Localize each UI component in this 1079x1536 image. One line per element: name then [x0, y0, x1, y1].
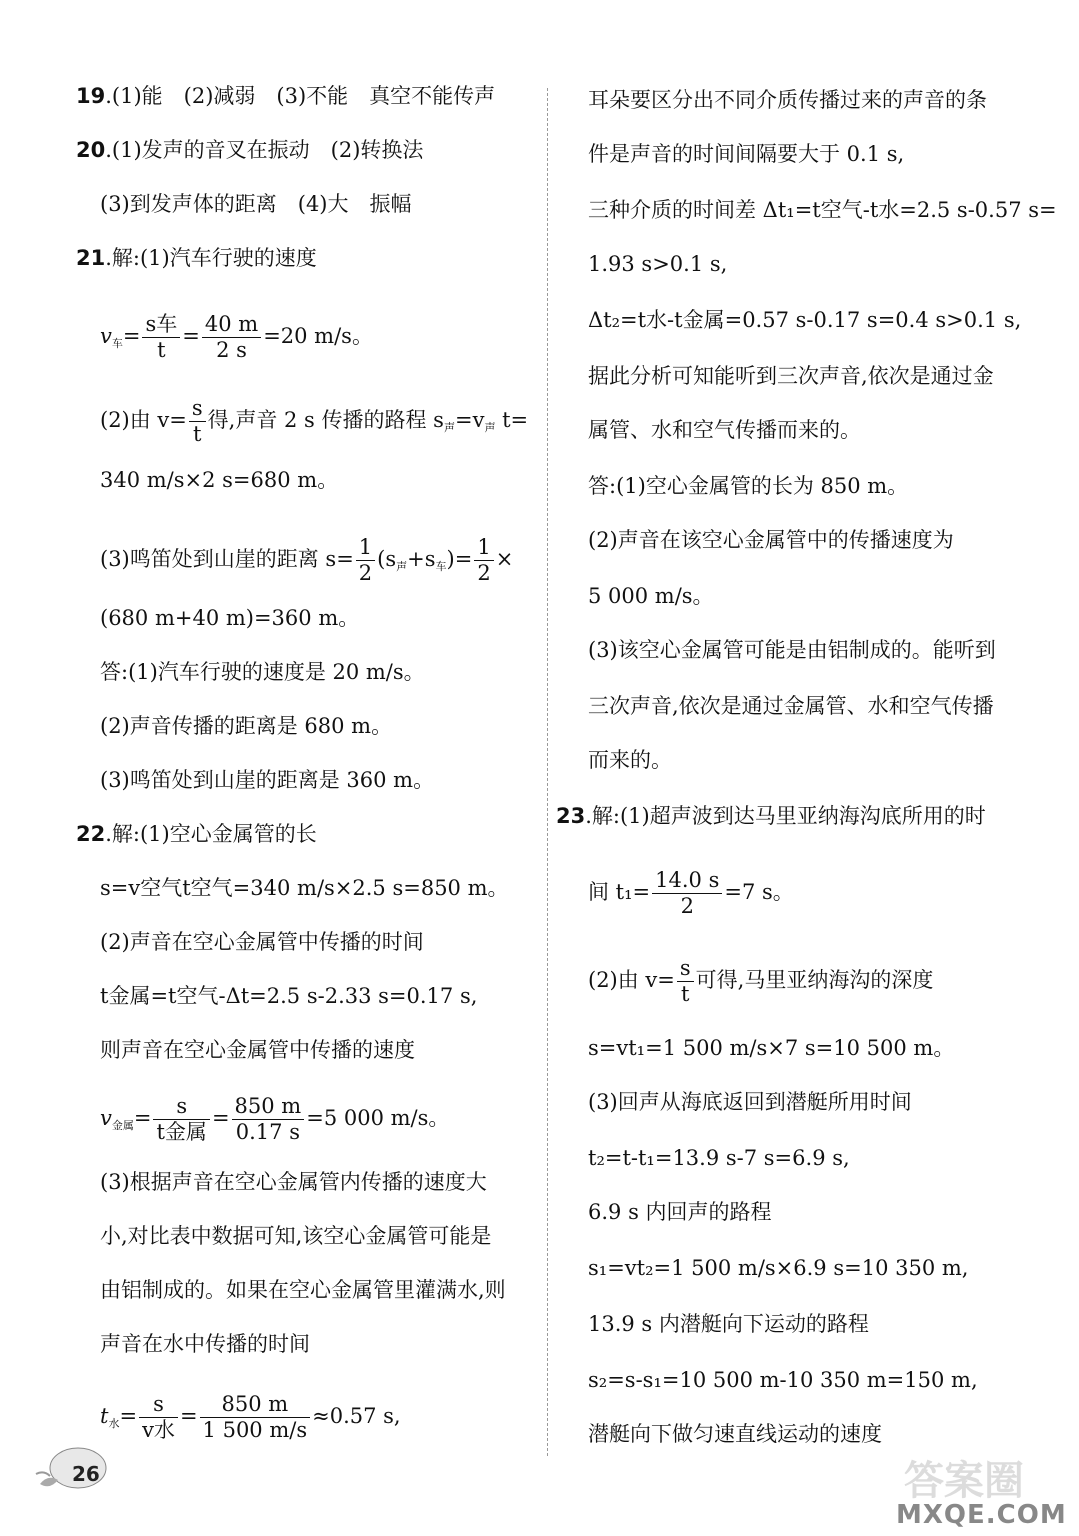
- q22-fraction-2-num: 850 m: [232, 1094, 305, 1120]
- q21-fraction-1-num: s车: [142, 312, 180, 338]
- q21-l5-b: (s: [377, 547, 397, 572]
- q21-fraction-1-den: t: [157, 338, 166, 363]
- q22-water-time-result: ≈0.57 s,: [312, 1404, 401, 1429]
- q21-fraction-4-den: 2: [358, 561, 373, 586]
- q19-number: 19: [76, 84, 106, 108]
- q23-line-11: 潜艇向下做匀速直线运动的速度: [588, 1422, 882, 1446]
- q21-speed-result: =20 m/s。: [263, 324, 373, 349]
- q23-line-7: 6.9 s 内回声的路程: [588, 1200, 772, 1224]
- q21-fraction-2-den: 2 s: [216, 338, 247, 363]
- q22-line-1: [76, 820, 317, 848]
- q21-l5-e: ×: [495, 547, 514, 572]
- q22-water-time-formula: $t_水=$ $\frac{s}{\text{v水}}$ = $\frac{850 m}{1 500 m/s}$ ≈0.57 s,: [100, 1392, 401, 1443]
- q22-line-9: 由铝制成的。如果在空心金属管里灌满水,则: [100, 1278, 506, 1302]
- q21-l5-sub2: 车: [435, 560, 447, 574]
- r-line-10: 5 000 m/s。: [588, 584, 714, 608]
- q21-fraction-4: [356, 535, 375, 586]
- q21-l3-c: =v: [454, 408, 485, 433]
- q22-number: 22: [76, 822, 106, 846]
- q21-fraction-3: [189, 396, 206, 447]
- q22-speed-result: =5 000 m/s。: [306, 1106, 450, 1131]
- r-line-4: 1.93 s>0.1 s,: [588, 252, 728, 276]
- q21-l3-sub2: 声: [484, 421, 496, 435]
- q23-fraction-1: [652, 868, 722, 919]
- q21-fraction-1: [142, 312, 180, 363]
- page-number: 26: [72, 1462, 100, 1486]
- q21-text-1: .解:(1)汽车行驶的速度: [105, 246, 317, 270]
- q23-fraction-2: [677, 956, 694, 1007]
- q21-formula-cliff: [100, 535, 513, 586]
- q22-fraction-4-num: 850 m: [200, 1392, 311, 1418]
- q21-fraction-4-num: 1: [356, 535, 375, 561]
- q23-text-1: .解:(1)超声波到达马里亚纳海沟底所用的时: [585, 804, 986, 828]
- q21-fraction-2-num: 40 m: [202, 312, 261, 338]
- q23-number: 23: [556, 804, 586, 828]
- q23-line-4: s=vt₁=1 500 m/s×7 s=10 500 m。: [588, 1036, 955, 1060]
- q22-fraction-3-num: s: [139, 1392, 178, 1418]
- r-line-1: 耳朵要区分出不同介质传播过来的声音的条: [588, 88, 987, 112]
- q21-cliff-result: (680 m+40 m)=360 m。: [100, 606, 360, 630]
- q22-fraction-1-num: s: [153, 1094, 209, 1120]
- q22-line-5: 则声音在空心金属管中传播的速度: [100, 1038, 415, 1062]
- q21-v-sub: 车: [111, 337, 123, 351]
- q20-number: 20: [76, 138, 106, 162]
- q20-text-1: .(1)发声的音叉在振动 (2)转换法: [105, 138, 424, 162]
- q22-time-formula: t金属=t空气-Δt=2.5 s-2.33 s=0.17 s,: [100, 984, 478, 1008]
- q22-length-formula: s=v空气t空气=340 m/s×2.5 s=850 m。: [100, 876, 509, 900]
- q21-l3-d: t=: [495, 408, 529, 433]
- q21-fraction-5: [474, 535, 493, 586]
- q23-line-1: [556, 802, 986, 830]
- q22-text-1: .解:(1)空心金属管的长: [105, 822, 317, 846]
- q23-l3-a: (2)由 v=: [588, 968, 675, 993]
- q21-fraction-3-num: s: [189, 396, 206, 422]
- q21-l5-a: (3)鸣笛处到山崖的距离 s=: [100, 547, 354, 572]
- q21-formula-distance: [100, 396, 528, 447]
- q21-l5-c: +s: [407, 547, 436, 572]
- q20-line-1: [76, 136, 423, 164]
- q23-l2-post: =7 s。: [724, 880, 794, 905]
- r-line-12: 三次声音,依次是通过金属管、水和空气传播: [588, 694, 994, 718]
- r-line-9: (2)声音在该空心金属管中的传播速度为: [588, 528, 954, 552]
- q23-line-5: (3)回声从海底返回到潜艇所用时间: [588, 1090, 912, 1114]
- q22-t-sub: 水: [108, 1417, 120, 1431]
- q22-line-3: (2)声音在空心金属管中传播的时间: [100, 930, 424, 954]
- q22-fraction-3-den: v水: [142, 1418, 175, 1443]
- q22-t-symbol: t: [100, 1404, 109, 1429]
- q21-fraction-3-den: t: [193, 422, 202, 447]
- q22-fraction-4-den: 1 500 m/s: [202, 1418, 308, 1443]
- q22-fraction-2: [232, 1094, 305, 1145]
- q21-answer-3: (3)鸣笛处到山崖的距离是 360 m。: [100, 768, 435, 792]
- q22-fraction-3: [139, 1392, 178, 1443]
- q21-answer-1: 答:(1)汽车行驶的速度是 20 m/s。: [100, 660, 425, 684]
- r-line-6: 据此分析可知能听到三次声音,依次是通过金: [588, 364, 994, 388]
- q22-fraction-2-den: 0.17 s: [235, 1120, 300, 1145]
- q19-line: [76, 82, 495, 110]
- q21-formula-speed: $v_车=$ $\frac{\text{s车}}{t}$ = $\frac{40 m}{2 s}$ =20 m/s。: [100, 312, 373, 363]
- q23-line-10: s₂=s-s₁=10 500 m-10 350 m=150 m,: [588, 1368, 978, 1392]
- q23-line-6: t₂=t-t₁=13.9 s-7 s=6.9 s,: [588, 1146, 850, 1170]
- q23-fraction-1-den: 2: [680, 894, 694, 919]
- q22-v-sub: 金属: [111, 1119, 134, 1133]
- r-line-7: 属管、水和空气传播而来的。: [588, 418, 861, 442]
- q21-l3-b: 得,声音 2 s 传播的路程 s: [207, 408, 444, 433]
- q22-fraction-1-den: t金属: [156, 1120, 207, 1145]
- q21-l3-sub1: 声: [443, 421, 455, 435]
- q22-fraction-1: [153, 1094, 209, 1145]
- q21-fraction-5-num: 1: [474, 535, 493, 561]
- q21-fraction-2: [202, 312, 261, 363]
- q23-line-9: 13.9 s 内潜艇向下运动的路程: [588, 1312, 869, 1336]
- q23-fraction-1-num: 14.0 s: [652, 868, 722, 894]
- q23-fraction-2-num: s: [677, 956, 694, 982]
- q22-v-symbol: v: [100, 1106, 112, 1131]
- q21-distance-result: 340 m/s×2 s=680 m。: [100, 468, 339, 492]
- q22-line-7: (3)根据声音在空心金属管内传播的速度大: [100, 1170, 487, 1194]
- watermark-text: MXQE.COM: [896, 1500, 1067, 1530]
- q23-l3-b: 可得,马里亚纳海沟的深度: [695, 968, 934, 993]
- q23-l2-pre: 间 t₁=: [588, 880, 651, 905]
- q21-answer-2: (2)声音传播的距离是 680 m。: [100, 714, 393, 738]
- r-line-11: (3)该空心金属管可能是由铝制成的。能听到: [588, 638, 996, 662]
- r-line-2: 件是声音的时间间隔要大于 0.1 s,: [588, 142, 905, 166]
- q23-line-8: s₁=vt₂=1 500 m/s×6.9 s=10 350 m,: [588, 1256, 969, 1280]
- q23-fraction-2-den: t: [681, 982, 690, 1007]
- q21-fraction-5-den: 2: [477, 561, 491, 586]
- q23-depth-formula: [588, 956, 933, 1007]
- q22-fraction-4: [200, 1392, 311, 1443]
- q22-line-8: 小,对比表中数据可知,该空心金属管可能是: [100, 1224, 492, 1248]
- q21-l5-sub1: 声: [396, 560, 408, 574]
- r-line-5: Δt₂=t水-t金属=0.57 s-0.17 s=0.4 s>0.1 s,: [588, 308, 1022, 332]
- q23-time-formula: [588, 868, 794, 919]
- q22-speed-formula: $v_{金属}=$ $\frac{s}{\text{t金属}}$ = $\frac{850 m}{0.17 s}$ =5 000 m/s。: [100, 1094, 450, 1145]
- q21-v-symbol: v: [100, 324, 112, 349]
- q21-line-1: [76, 244, 317, 272]
- watermark-top-text: 答案圈: [904, 1458, 1024, 1504]
- r-line-13: 而来的。: [588, 748, 672, 772]
- q22-line-10: 声音在水中传播的时间: [100, 1332, 310, 1356]
- q21-l3-a: (2)由 v=: [100, 408, 187, 433]
- q20-line-2: (3)到发声体的距离 (4)大 振幅: [100, 192, 412, 216]
- r-line-3: 三种介质的时间差 Δt₁=t空气-t水=2.5 s-0.57 s=: [588, 198, 1057, 222]
- q21-l5-d: )=: [446, 547, 473, 572]
- r-line-8: 答:(1)空心金属管的长为 850 m。: [588, 474, 909, 498]
- right-column: [548, 0, 1079, 1536]
- q19-text: .(1)能 (2)减弱 (3)不能 真空不能传声: [105, 84, 496, 108]
- q21-number: 21: [76, 246, 106, 270]
